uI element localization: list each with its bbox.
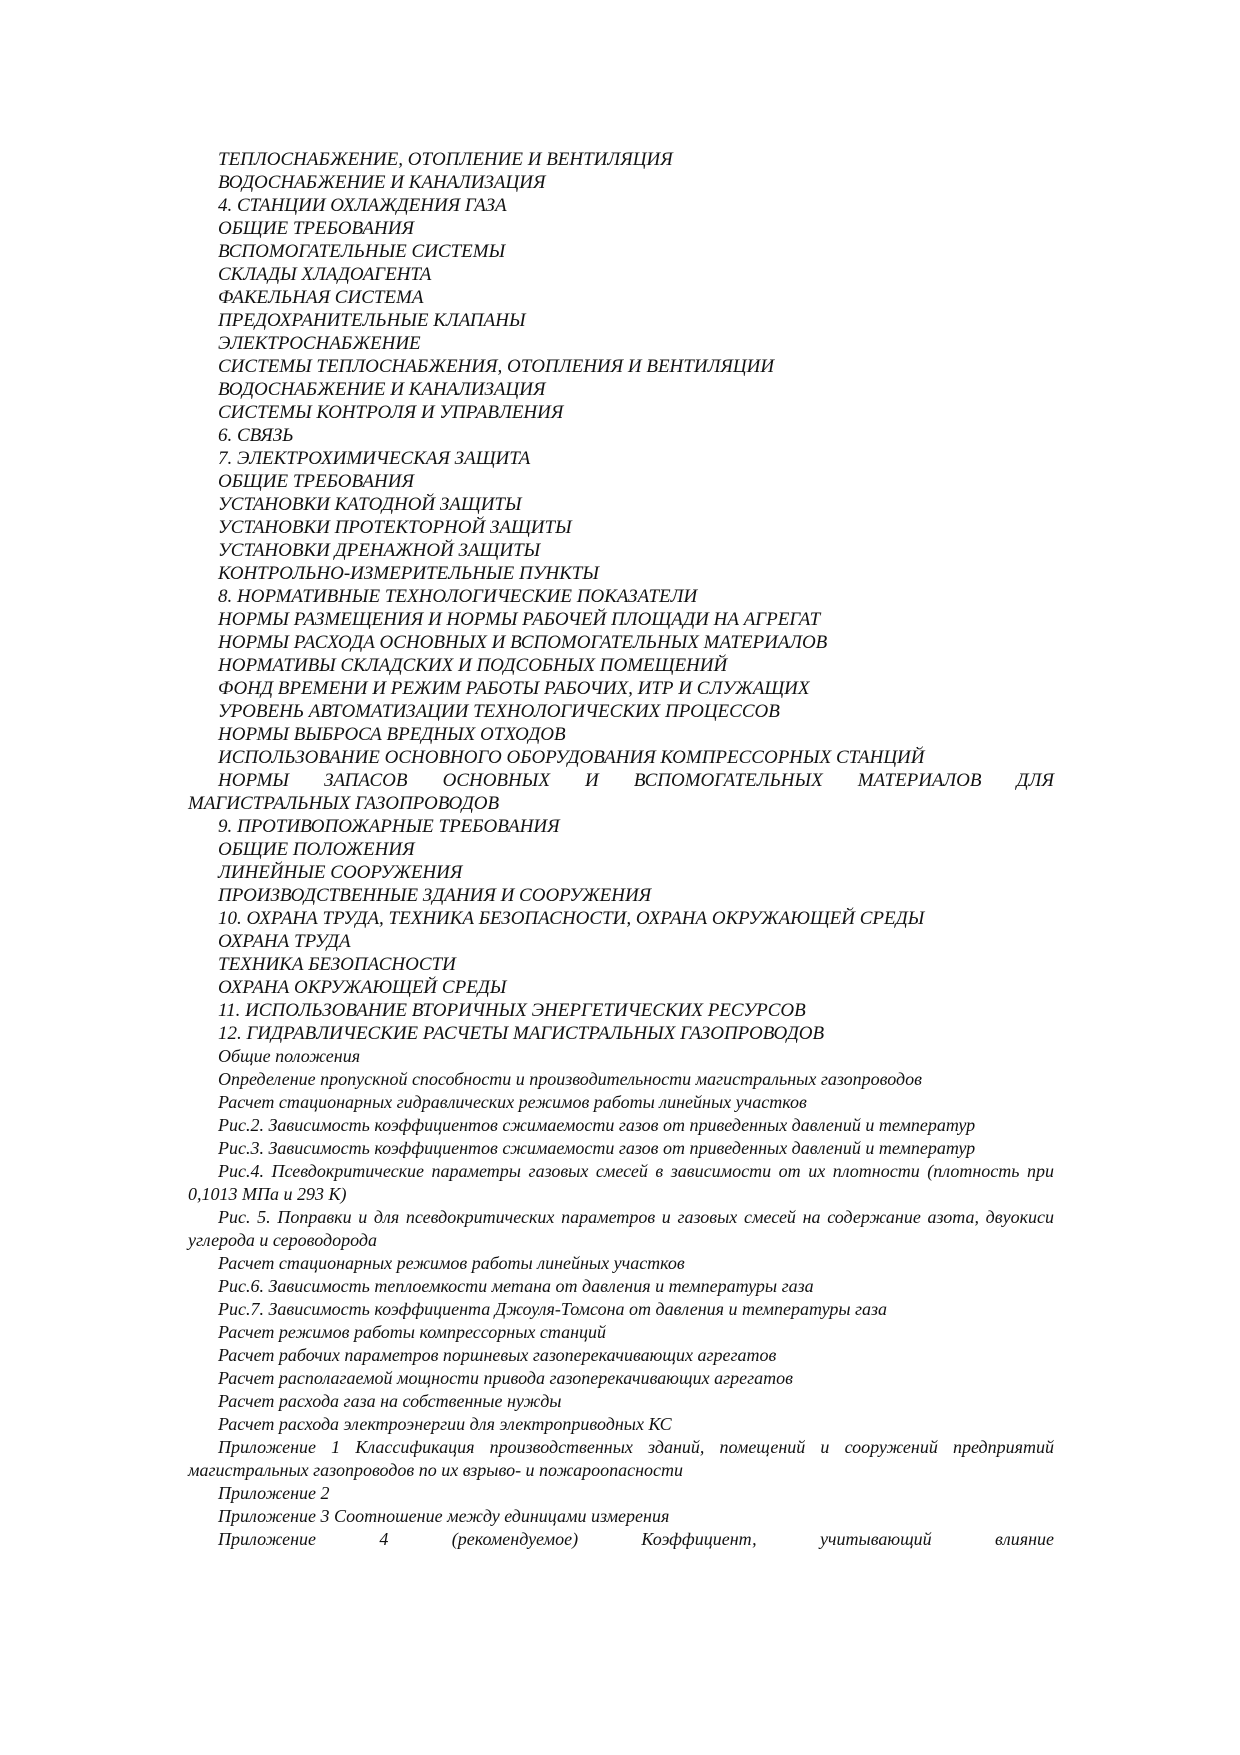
- toc-line: ОБЩИЕ ТРЕБОВАНИЯ: [218, 218, 414, 239]
- toc-line: ПРЕДОХРАНИТЕЛЬНЫЕ КЛАПАНЫ: [218, 310, 526, 331]
- toc-line: НОРМЫ ВЫБРОСА ВРЕДНЫХ ОТХОДОВ: [218, 724, 566, 745]
- toc-line: Рис.6. Зависимость теплоемкости метана от давления и температуры газа: [218, 1276, 814, 1296]
- toc-line: Расчет режимов работы компрессорных станций: [218, 1322, 607, 1342]
- document-page: [188, 148, 1054, 1551]
- toc-line: 12. ГИДРАВЛИЧЕСКИЕ РАСЧЕТЫ МАГИСТРАЛЬНЫХ ГАЗОПРОВОДОВ: [218, 1023, 825, 1044]
- toc-line: 7. ЭЛЕКТРОХИМИЧЕСКАЯ ЗАЩИТА: [218, 448, 531, 469]
- toc-line: Расчет рабочих параметров поршневых газоперекачивающих агрегатов: [218, 1345, 777, 1365]
- toc-line-wrapped-first: НОРМЫ ЗАПАСОВ ОСНОВНЫХ И ВСПОМОГАТЕЛЬНЫХ МАТЕРИАЛОВ ДЛЯ: [218, 770, 1054, 791]
- toc-figure-entry: Рис.2. Зависимость коэффициентов сжимаемости газов от приведенных давлений и температур: [218, 1115, 976, 1135]
- toc-line: ОХРАНА ТРУДА: [218, 931, 351, 952]
- toc-line: КОНТРОЛЬНО-ИЗМЕРИТЕЛЬНЫЕ ПУНКТЫ: [218, 563, 599, 584]
- toc-line: СИСТЕМЫ ТЕПЛОСНАБЖЕНИЯ, ОТОПЛЕНИЯ И ВЕНТИЛЯЦИИ: [218, 356, 775, 377]
- toc-line: 6. СВЯЗЬ: [218, 425, 294, 446]
- toc-line: НОРМАТИВЫ СКЛАДСКИХ И ПОДСОБНЫХ ПОМЕЩЕНИЙ: [218, 655, 728, 676]
- toc-figure-entry: Рис.4. Псевдокритические параметры газовых смесей в зависимости от их плотности (плотность при 0,1013 МПа и 293 К): [188, 1161, 1054, 1204]
- toc-line: ЛИНЕЙНЫЕ СООРУЖЕНИЯ: [218, 862, 463, 883]
- toc-line: УСТАНОВКИ КАТОДНОЙ ЗАЩИТЫ: [218, 494, 522, 515]
- toc-line: ТЕХНИКА БЕЗОПАСНОСТИ: [218, 954, 456, 975]
- toc-line: 4. СТАНЦИИ ОХЛАЖДЕНИЯ ГАЗА: [218, 195, 507, 216]
- toc-line: ОБЩИЕ ПОЛОЖЕНИЯ: [218, 839, 415, 860]
- toc-line-wrapped-rest: МАГИСТРАЛЬНЫХ ГАЗОПРОВОДОВ: [188, 793, 500, 814]
- toc-line: ТЕПЛОСНАБЖЕНИЕ, ОТОПЛЕНИЕ И ВЕНТИЛЯЦИЯ: [218, 149, 673, 170]
- toc-line: Расчет расхода электроэнергии для электроприводных КС: [218, 1414, 672, 1434]
- toc-figure-entry: Рис.3. Зависимость коэффициентов сжимаемости газов от приведенных давлений и температур: [218, 1138, 976, 1158]
- toc-line: СКЛАДЫ ХЛАДОАГЕНТА: [218, 264, 432, 285]
- toc-line: ВОДОСНАБЖЕНИЕ И КАНАЛИЗАЦИЯ: [218, 172, 546, 193]
- toc-figure-entry: Рис. 5. Поправки и для псевдокритических параметров и газовых смесей на содержание азота, двуокиси углерода и сероводорода: [188, 1207, 1054, 1250]
- toc-line: ВСПОМОГАТЕЛЬНЫЕ СИСТЕМЫ: [218, 241, 506, 262]
- toc-appendix-entry: Приложение 2: [218, 1483, 330, 1503]
- toc-line: 11. ИСПОЛЬЗОВАНИЕ ВТОРИЧНЫХ ЭНЕРГЕТИЧЕСКИХ РЕСУРСОВ: [218, 1000, 806, 1021]
- toc-line: Общие положения: [218, 1046, 361, 1066]
- toc-appendix-entry: Приложение 1 Классификация производственных зданий, помещений и сооружений предприятий магистральных газопроводов по их взрыво- и пожароопасности: [188, 1437, 1054, 1480]
- toc-line: ЭЛЕКТРОСНАБЖЕНИЕ: [218, 333, 421, 354]
- toc-line: Расчет стационарных режимов работы линейных участков: [218, 1253, 685, 1273]
- toc-line: УСТАНОВКИ ПРОТЕКТОРНОЙ ЗАЩИТЫ: [218, 517, 572, 538]
- toc-line: ФОНД ВРЕМЕНИ И РЕЖИМ РАБОТЫ РАБОЧИХ, ИТР И СЛУЖАЩИХ: [218, 678, 810, 699]
- toc-line: Расчет расхода газа на собственные нужды: [218, 1391, 562, 1411]
- toc-line: ИСПОЛЬЗОВАНИЕ ОСНОВНОГО ОБОРУДОВАНИЯ КОМПРЕССОРНЫХ СТАНЦИЙ: [218, 747, 925, 768]
- toc-line: ФАКЕЛЬНАЯ СИСТЕМА: [218, 287, 424, 308]
- toc-line: Расчет располагаемой мощности привода газоперекачивающих агрегатов: [218, 1368, 793, 1388]
- toc-line: УСТАНОВКИ ДРЕНАЖНОЙ ЗАЩИТЫ: [218, 540, 541, 561]
- toc-line: Рис.7. Зависимость коэффициента Джоуля-Томсона от давления и температуры газа: [218, 1299, 888, 1319]
- toc-appendix-entry: Приложение 3 Соотношение между единицами измерения: [218, 1506, 670, 1526]
- toc-line: СИСТЕМЫ КОНТРОЛЯ И УПРАВЛЕНИЯ: [218, 402, 564, 423]
- toc-line: 8. НОРМАТИВНЫЕ ТЕХНОЛОГИЧЕСКИЕ ПОКАЗАТЕЛИ: [218, 586, 698, 607]
- toc-line: ОХРАНА ОКРУЖАЮЩЕЙ СРЕДЫ: [218, 977, 507, 998]
- toc-line: УРОВЕНЬ АВТОМАТИЗАЦИИ ТЕХНОЛОГИЧЕСКИХ ПРОЦЕССОВ: [218, 701, 780, 722]
- toc-line: 9. ПРОТИВОПОЖАРНЫЕ ТРЕБОВАНИЯ: [218, 816, 560, 837]
- toc-line: 10. ОХРАНА ТРУДА, ТЕХНИКА БЕЗОПАСНОСТИ, ОХРАНА ОКРУЖАЮЩЕЙ СРЕДЫ: [218, 908, 925, 929]
- toc-line: Определение пропускной способности и производительности магистральных газопроводов: [218, 1069, 922, 1089]
- toc-appendix-entry: Приложение 4 (рекомендуемое) Коэффициент, учитывающий влияние: [218, 1529, 1054, 1549]
- toc-line: ВОДОСНАБЖЕНИЕ И КАНАЛИЗАЦИЯ: [218, 379, 546, 400]
- toc-line: НОРМЫ РАСХОДА ОСНОВНЫХ И ВСПОМОГАТЕЛЬНЫХ МАТЕРИАЛОВ: [218, 632, 828, 653]
- toc-line: ОБЩИЕ ТРЕБОВАНИЯ: [218, 471, 414, 492]
- toc-line: Расчет стационарных гидравлических режимов работы линейных участков: [218, 1092, 807, 1112]
- toc-line: ПРОИЗВОДСТВЕННЫЕ ЗДАНИЯ И СООРУЖЕНИЯ: [218, 885, 652, 906]
- toc-line: НОРМЫ РАЗМЕЩЕНИЯ И НОРМЫ РАБОЧЕЙ ПЛОЩАДИ НА АГРЕГАТ: [218, 609, 821, 630]
